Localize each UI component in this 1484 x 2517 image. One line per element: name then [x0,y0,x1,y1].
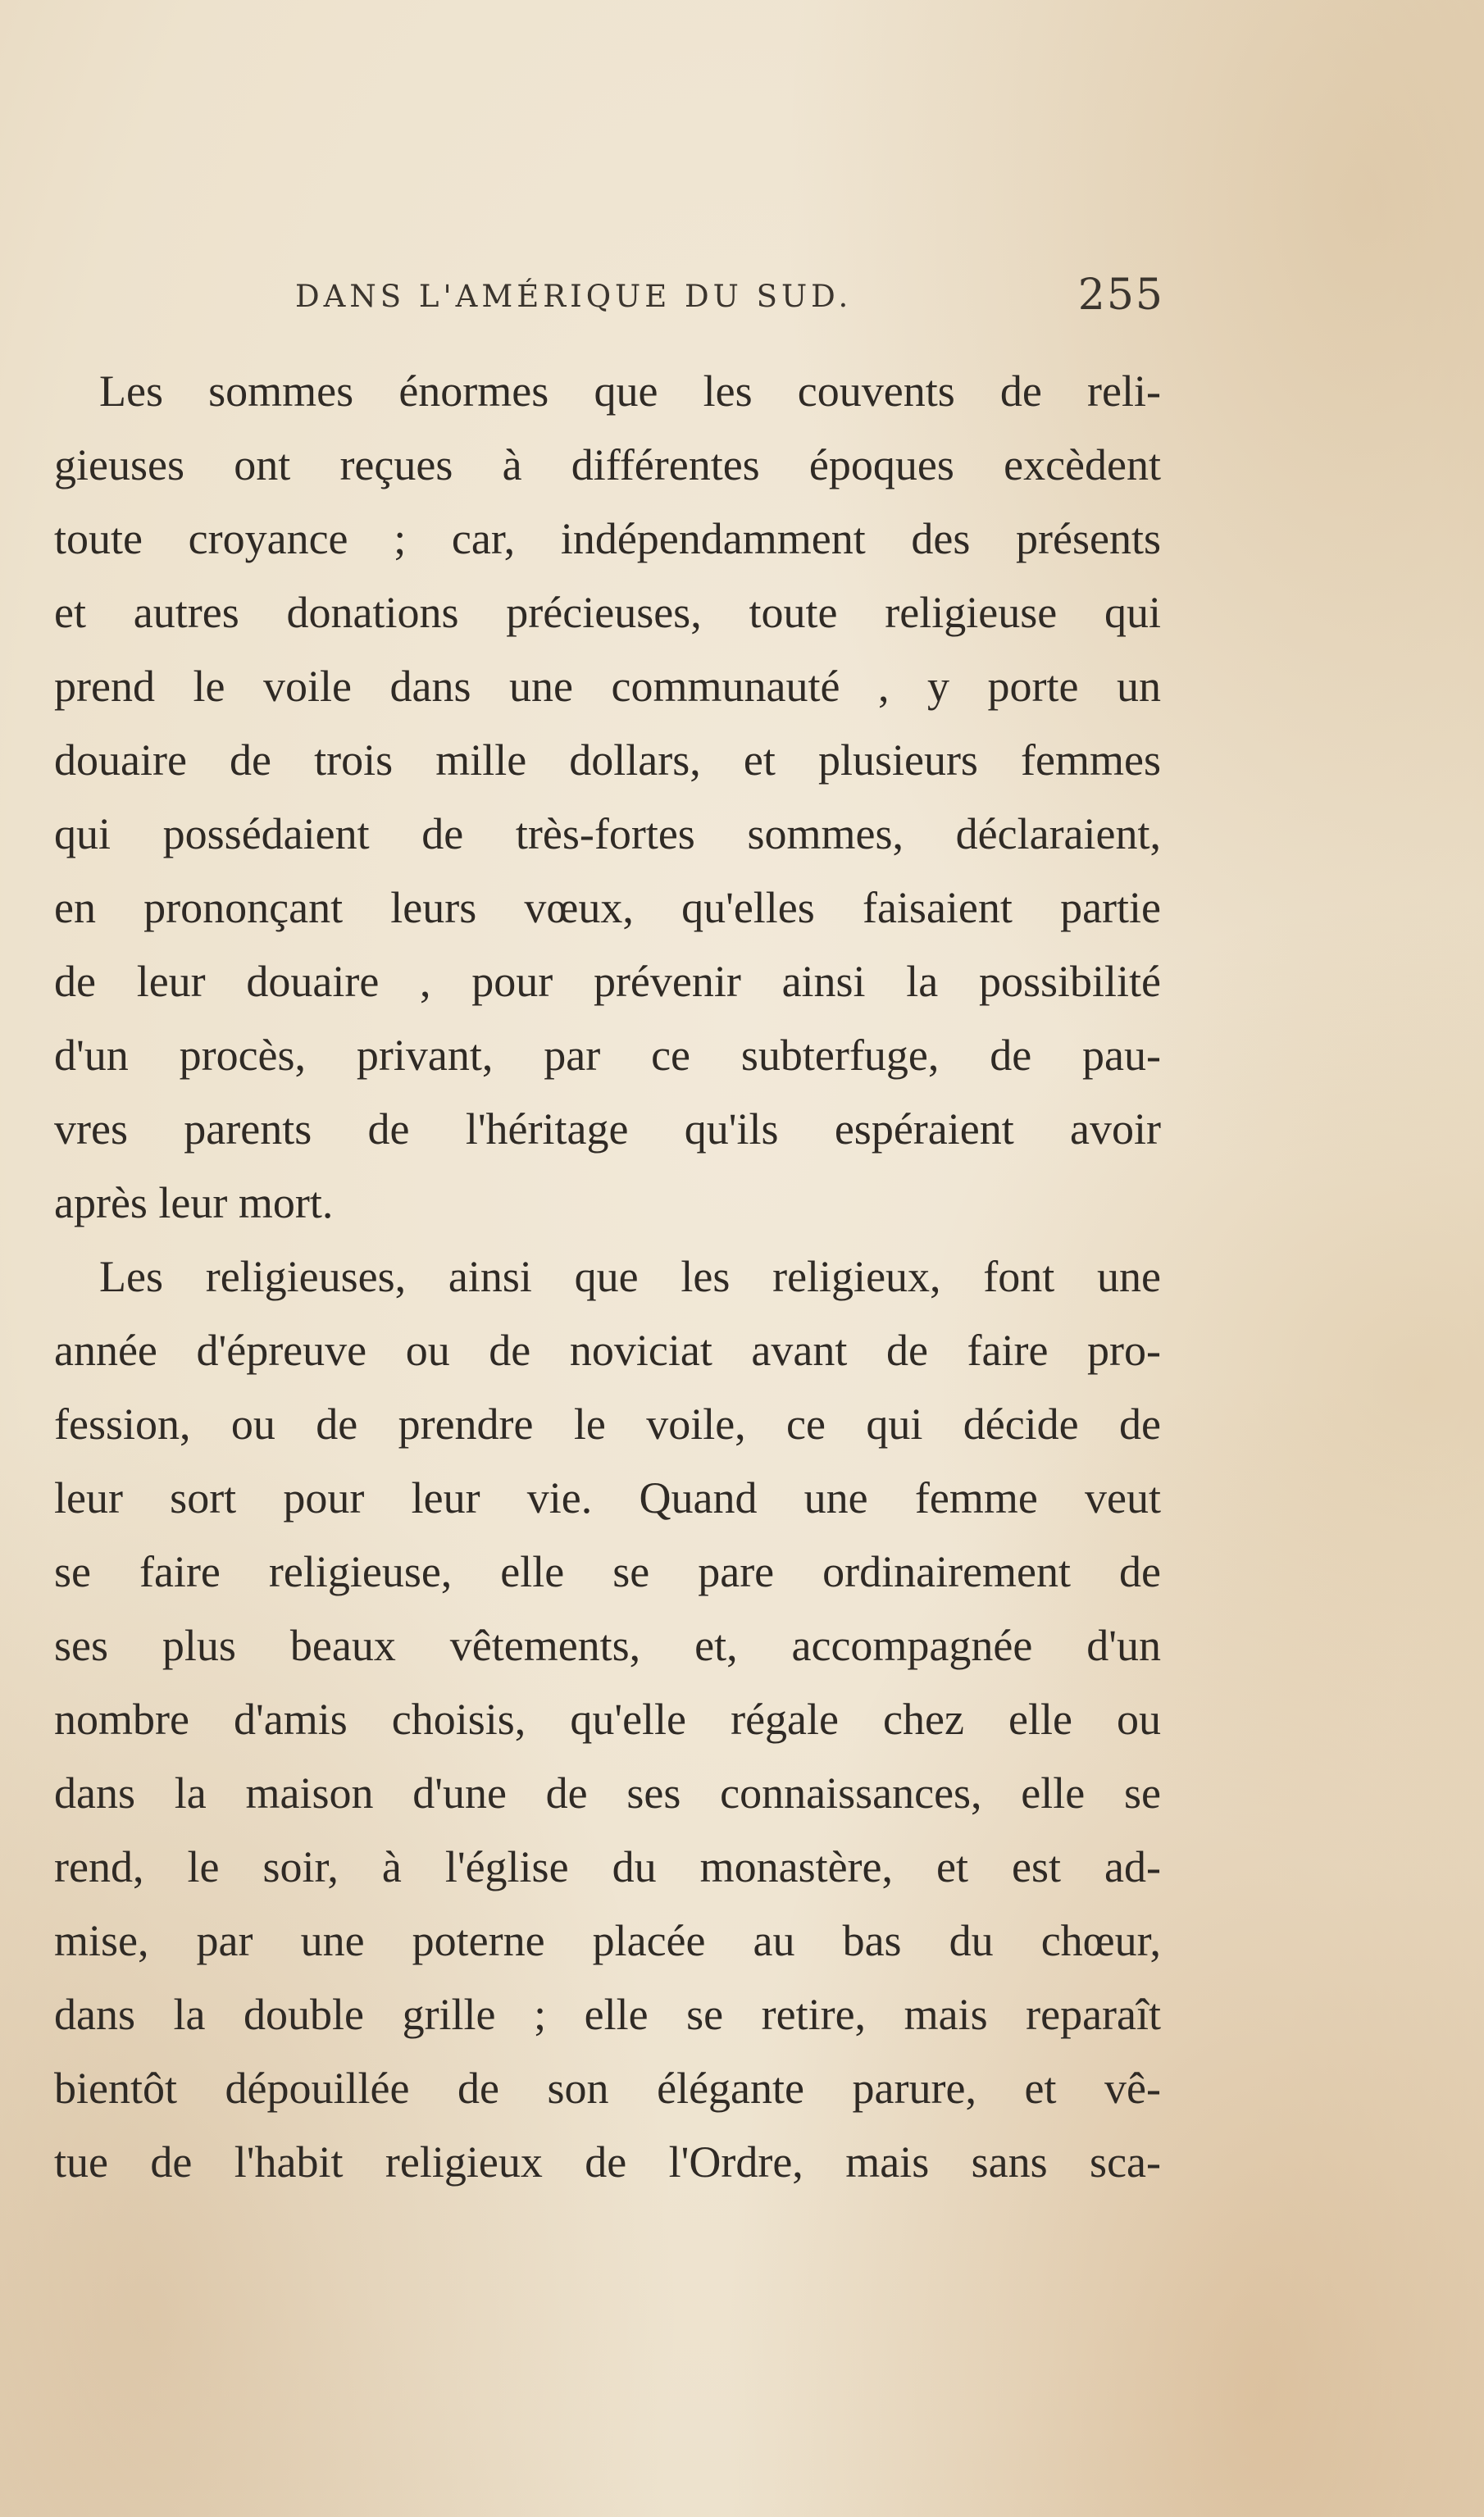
text-line: prend le voile dans une communauté , y porte un [54,662,1161,711]
text-line: fession, ou de prendre le voile, ce qui décide de [54,1400,1161,1449]
text-line: vres parents de l'héritage qu'ils espéraient avoir [54,1104,1161,1154]
page-number: 255 [1077,271,1164,320]
text-line: douaire de trois mille dollars, et plusieurs femmes [54,735,1161,785]
text-line: d'un procès, privant, par ce subterfuge, de pau- [54,1031,1161,1080]
text-line: mise, par une poterne placée au bas du chœur, [54,1916,1161,1965]
text-line: Les religieuses, ainsi que les religieux, font une [99,1252,1161,1301]
text-line: année d'épreuve ou de noviciat avant de faire pro- [54,1326,1161,1375]
text-line: nombre d'amis choisis, qu'elle régale chez elle ou [54,1695,1161,1744]
text-line: ses plus beaux vêtements, et, accompagnée d'un [54,1621,1161,1670]
text-line: rend, le soir, à l'église du monastère, et est ad- [54,1842,1161,1891]
body-text [54,354,1161,2199]
text-line: tue de l'habit religieux de l'Ordre, mais sans sca- [54,2137,1161,2187]
running-title: DANS L'AMÉRIQUE DU SUD. [295,279,853,314]
text-line: se faire religieuse, elle se pare ordinairement de [54,1547,1161,1596]
text-line: leur sort pour leur vie. Quand une femme veut [54,1473,1161,1522]
text-line: bientôt dépouillée de son élégante parure, et vê- [54,2064,1161,2113]
text-line: gieuses ont reçues à différentes époques excèdent [54,440,1161,489]
text-line: de leur douaire , pour prévenir ainsi la possibilité [54,957,1161,1006]
running-head [295,271,1164,328]
text-line: toute croyance ; car, indépendamment des présents [54,514,1161,563]
text-line: dans la double grille ; elle se retire, mais reparaît [54,1990,1161,2039]
text-line: en prononçant leurs vœux, qu'elles faisaient partie [54,883,1161,932]
text-line: Les sommes énormes que les couvents de reli- [99,366,1161,416]
text-line: et autres donations précieuses, toute religieuse qui [54,588,1161,637]
text-line: qui possédaient de très-fortes sommes, déclaraient, [54,809,1161,858]
text-line: après leur mort. [54,1178,334,1227]
text-line: dans la maison d'une de ses connaissances, elle se [54,1768,1161,1818]
